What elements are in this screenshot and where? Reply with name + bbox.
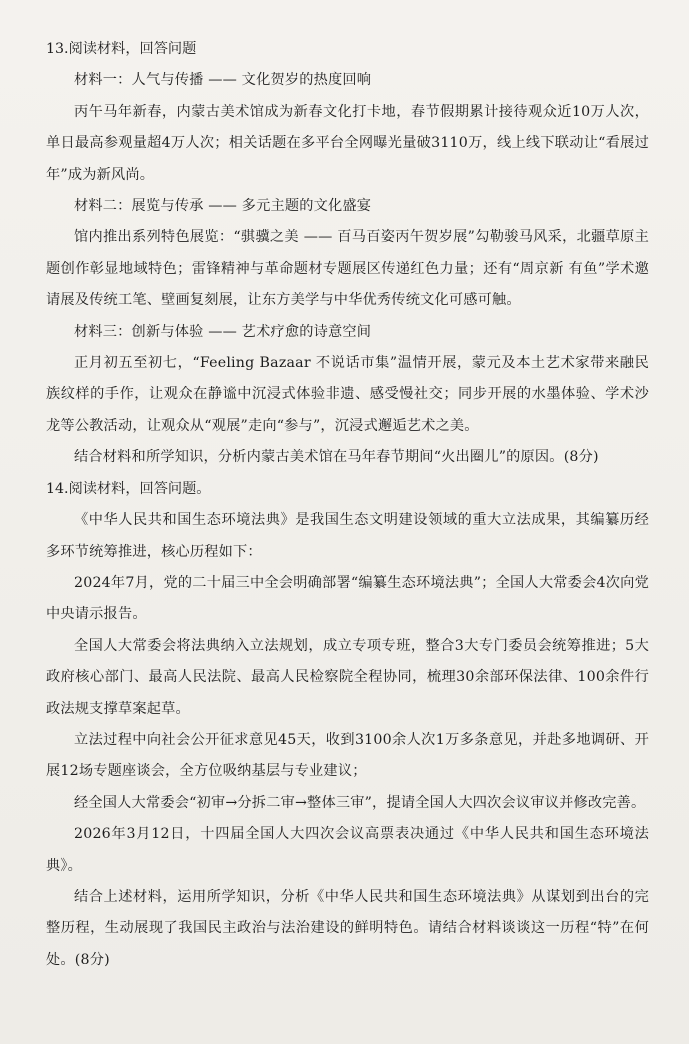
question-14-step-3: 立法过程中向社会公开征求意见45天，收到3100余人次1万多条意见，并赴多地调研、开展12场专题座谈会，全方位吸纳基层与专业建议； (46, 731, 649, 780)
question-14-step-1: 2024年7月，党的二十届三中全会明确部署“编纂生态环境法典”；全国人大常委会4次向党中央请示报告。 (46, 574, 649, 623)
question-13-title: 13.阅读材料，回答问题 (46, 41, 197, 57)
material-1-text: 丙午马年新春，内蒙古美术馆成为新春文化打卡地，春节假期累计接待观众近10万人次，单日最高参观量超4万人次；相关话题在多平台全网曝光量破3110万，线上线下联动让“看展过年”成为新风尚。 (46, 103, 649, 183)
question-14-prompt: 结合上述材料，运用所学知识，分析《中华人民共和国生态环境法典》从谋划到出台的完整历程，生动展现了我国民主政治与法治建设的鲜明特色。请结合材料谈谈这一历程“特”在何处。(8分) (46, 888, 649, 968)
material-2-text: 馆内推出系列特色展览：“骐骥之美 —— 百马百姿丙午贺岁展”勾勒骏马风采，北疆草原主题创作彰显地域特色；雷锋精神与革命题材专题展区传递红色力量；还有“周京新 有鱼”学术邀请展及传统工笔、壁画复刻展，让东方美学与中华优秀传统文化可感可触。 (46, 229, 649, 309)
material-3-text: 正月初五至初七，“Feeling Bazaar 不说话市集”温情开展，蒙元及本土艺术家带来融民族纹样的手作，让观众在静谧中沉浸式体验非遗、感受慢社交；同步开展的水墨体验、学术沙龙等公教活动，让观众从“观展”走向“参与”，沉浸式邂逅艺术之美。 (46, 355, 649, 434)
question-14-step-4: 经全国人大常委会“初审→分拆二审→整体三审”，提请全国人大四次会议审议并修改完善。 (74, 794, 646, 811)
question-14-title: 14.阅读材料，回答问题。 (46, 480, 211, 497)
material-3-title: 材料三：创新与体验 —— 艺术疗愈的诗意空间 (74, 323, 372, 340)
question-13-prompt: 结合材料和所学知识，分析内蒙古美术馆在马年春节期间“火出圈儿”的原因。(8分) (74, 449, 599, 466)
question-14-intro: 《中华人民共和国生态环境法典》是我国生态文明建设领域的重大立法成果，其编纂历经多环节统筹推进，核心历程如下： (46, 512, 649, 560)
question-14-step-5: 2026年3月12日，十四届全国人大四次会议高票表决通过《中华人民共和国生态环境法典》。 (46, 826, 649, 874)
question-14-step-2: 全国人大常委会将法典纳入立法规划，成立专项专班，整合3大专门委员会统筹推进；5大政府核心部门、最高人民法院、最高人民检察院全程协同，梳理30余部环保法律、100余件行政法规支撑草案起草。 (46, 637, 649, 717)
material-1-title: 材料一：人气与传播 —— 文化贺岁的热度回响 (74, 72, 372, 89)
material-2-title: 材料二：展览与传承 —— 多元主题的文化盛宴 (74, 198, 372, 215)
